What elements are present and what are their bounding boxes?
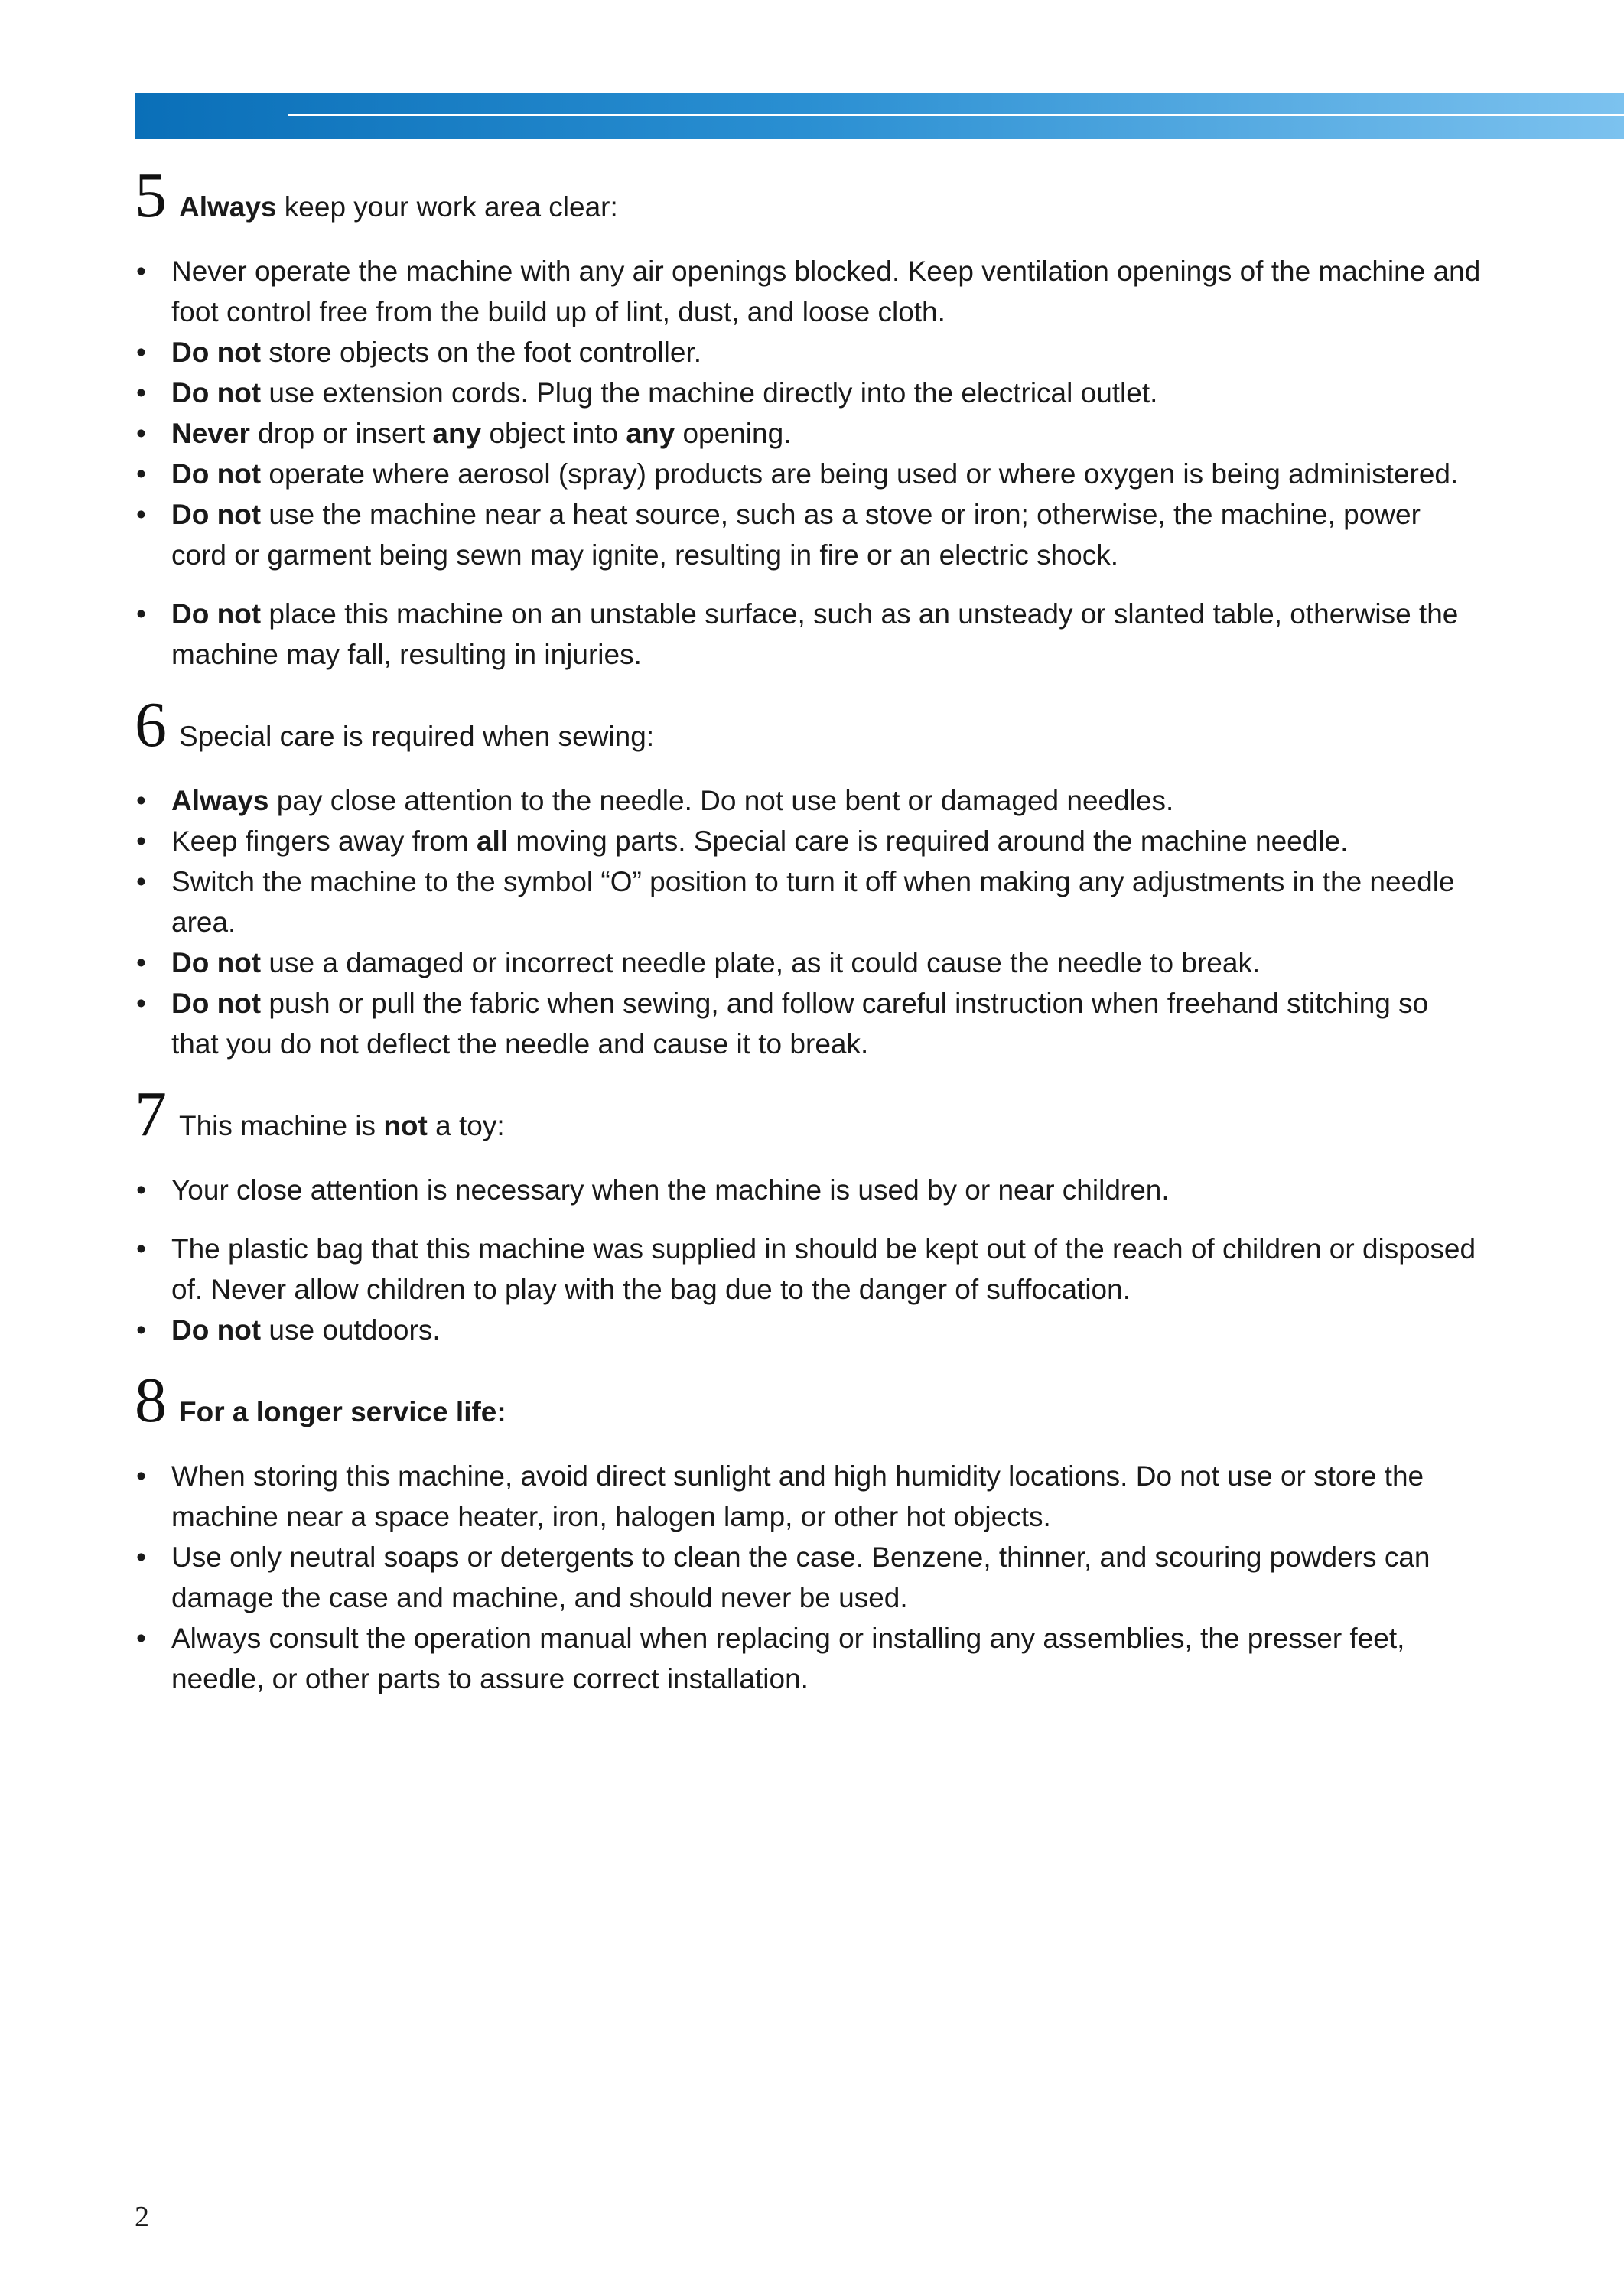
- bullet-icon: •: [136, 825, 146, 857]
- list-item: [135, 942, 1481, 983]
- text-run: Switch the machine to the symbol “O” position to turn it off when making any adjustments in the needle area.: [171, 866, 1455, 938]
- text-run: use extension cords. Plug the machine directly into the electrical outlet.: [261, 377, 1158, 409]
- section-number: 7: [135, 1079, 167, 1150]
- bullet-icon: •: [136, 499, 146, 530]
- text-run: use the machine near a heat source, such as a stove or iron; otherwise, the machine, power cord or garment being sewn may ignite, resulting in fire or an electric shock.: [171, 499, 1421, 571]
- bullet-icon: •: [136, 598, 146, 630]
- text-run: a toy:: [427, 1110, 505, 1141]
- section-title: [179, 191, 618, 223]
- list-item: [135, 332, 1481, 373]
- bullet-icon: •: [136, 337, 146, 368]
- list-item: [135, 1229, 1481, 1310]
- text-run: keep your work area clear:: [276, 191, 618, 223]
- section-number: 8: [135, 1365, 167, 1436]
- safety-section: [135, 1079, 1481, 1350]
- list-item: [135, 1537, 1481, 1618]
- section-title: [179, 1110, 505, 1142]
- list-item: [135, 861, 1481, 942]
- section-title: [179, 721, 654, 753]
- bullet-icon: •: [136, 1541, 146, 1573]
- safety-section: [135, 689, 1481, 1064]
- list-item: [135, 1456, 1481, 1537]
- emphasis-text: Do not: [171, 1314, 262, 1346]
- section-heading: [135, 1365, 1481, 1436]
- emphasis-text: Do not: [171, 947, 262, 978]
- emphasis-text: Do not: [171, 458, 262, 490]
- safety-section: [135, 160, 1481, 675]
- bullet-icon: •: [136, 377, 146, 409]
- list-item: [135, 1310, 1481, 1350]
- section-heading: [135, 689, 1481, 760]
- section-title: [179, 1396, 506, 1428]
- list-item: [135, 983, 1481, 1064]
- emphasis-text: Always: [171, 785, 269, 816]
- bullet-icon: •: [136, 256, 146, 287]
- list-item: [135, 413, 1481, 454]
- text-run: Always consult the operation manual when replacing or installing any assemblies, the presser feet, needle, or other parts to assure correct installation.: [171, 1623, 1405, 1694]
- text-run: moving parts. Special care is required around the machine needle.: [508, 825, 1349, 857]
- bullet-icon: •: [136, 418, 146, 449]
- text-run: The plastic bag that this machine was supplied in should be kept out of the reach of children or disposed of. Never allow children to play with the bag due to the danger of suffocation.: [171, 1233, 1476, 1305]
- text-run: Keep fingers away from: [171, 825, 477, 857]
- text-run: When storing this machine, avoid direct sunlight and high humidity locations. Do not use or store the machine near a space heater, iron, halogen lamp, or other hot objects.: [171, 1460, 1424, 1532]
- bullet-list: [135, 1170, 1481, 1350]
- bullet-icon: •: [136, 1233, 146, 1265]
- text-run: use outdoors.: [261, 1314, 441, 1346]
- section-number: 6: [135, 689, 167, 760]
- text-run: Never operate the machine with any air openings blocked. Keep ventilation openings of the machine and foot control free from the build up of lint, dust, and loose cloth.: [171, 256, 1481, 327]
- document-body: [135, 160, 1481, 1717]
- emphasis-text: Do not: [171, 499, 262, 530]
- bullet-icon: •: [136, 1460, 146, 1492]
- bullet-list: [135, 251, 1481, 675]
- list-item: [135, 780, 1481, 821]
- section-heading: [135, 160, 1481, 231]
- bullet-icon: •: [136, 458, 146, 490]
- list-item: [135, 594, 1481, 675]
- emphasis-text: not: [383, 1110, 428, 1141]
- emphasis-text: all: [476, 825, 509, 857]
- emphasis-text: Always: [179, 191, 277, 223]
- emphasis-text: Do not: [171, 377, 262, 409]
- safety-section: [135, 1365, 1481, 1699]
- text-run: opening.: [675, 418, 792, 449]
- list-item: [135, 494, 1481, 575]
- list-item: [135, 1170, 1481, 1210]
- emphasis-text: Do not: [171, 988, 262, 1019]
- text-run: store objects on the foot controller.: [261, 337, 702, 368]
- emphasis-text: Do not: [171, 598, 262, 630]
- bullet-icon: •: [136, 947, 146, 978]
- text-run: pay close attention to the needle. Do not use bent or damaged needles.: [268, 785, 1174, 816]
- list-item: [135, 373, 1481, 413]
- emphasis-text: any: [626, 418, 675, 449]
- section-number: 5: [135, 160, 167, 231]
- text-run: use a damaged or incorrect needle plate, as it could cause the needle to break.: [261, 947, 1261, 978]
- text-run: operate where aerosol (spray) products are being used or where oxygen is being administered.: [261, 458, 1459, 490]
- list-item: [135, 251, 1481, 332]
- header-line: [288, 114, 1624, 116]
- list-item: [135, 821, 1481, 861]
- bullet-icon: •: [136, 785, 146, 816]
- bullet-list: [135, 780, 1481, 1064]
- emphasis-text: Do not: [171, 337, 262, 368]
- bullet-icon: •: [136, 866, 146, 897]
- header-bar: [135, 93, 1624, 139]
- bullet-icon: •: [136, 988, 146, 1019]
- emphasis-text: any: [432, 418, 482, 449]
- bullet-list: [135, 1456, 1481, 1699]
- list-item: [135, 1618, 1481, 1699]
- text-run: Special care is required when sewing:: [179, 721, 655, 752]
- emphasis-text: Never: [171, 418, 250, 449]
- text-run: object into: [481, 418, 626, 449]
- emphasis-text: For a longer service life:: [179, 1396, 506, 1427]
- section-heading: [135, 1079, 1481, 1150]
- bullet-icon: •: [136, 1174, 146, 1206]
- text-run: place this machine on an unstable surface, such as an unsteady or slanted table, otherwise the machine may fall, resulting in injuries.: [171, 598, 1459, 670]
- text-run: drop or insert: [249, 418, 433, 449]
- text-run: This machine is: [179, 1110, 384, 1141]
- page-number: 2: [135, 2201, 149, 2233]
- bullet-icon: •: [136, 1314, 146, 1346]
- bullet-icon: •: [136, 1623, 146, 1654]
- text-run: Your close attention is necessary when the machine is used by or near children.: [171, 1174, 1170, 1206]
- text-run: push or pull the fabric when sewing, and follow careful instruction when freehand stitching so that you do not deflect the needle and cause it to break.: [171, 988, 1429, 1060]
- list-item: [135, 454, 1481, 494]
- text-run: Use only neutral soaps or detergents to clean the case. Benzene, thinner, and scouring powders can damage the case and machine, and should never be used.: [171, 1541, 1430, 1613]
